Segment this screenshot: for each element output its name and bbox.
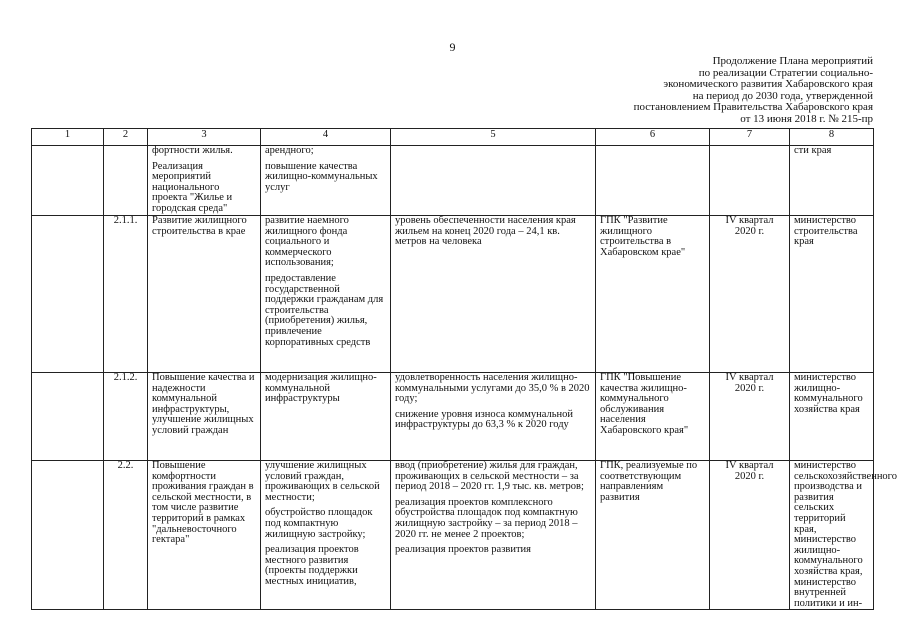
cell-result: [391, 146, 596, 216]
column-header: 6: [596, 129, 710, 146]
document-heading: [634, 56, 873, 125]
mechanism-paragraph: модернизация жилищно-коммунальной инфраструктуры: [265, 372, 377, 405]
cell-deadline: [710, 146, 790, 216]
mechanism-paragraph: улучшение жилищных условий граждан, проживающих в сельской местности;: [265, 460, 380, 503]
column-header: 8: [790, 129, 874, 146]
mechanism-paragraph: развитие наемного жилищного фонда социального и коммерческого использования;: [265, 215, 349, 269]
cell-program: ГПК "Развитие жилищного строительства в Хабаровском крае": [596, 216, 710, 373]
result-paragraph: реализация проектов комплексного обустройства площадок под компактную жилищную застройку – за период 2018 – 2020 гг. не менее 2 проектов;: [395, 496, 578, 540]
heading-line: на период до 2030 года, утвержденной: [692, 89, 873, 102]
cell-mechanism: [261, 373, 391, 461]
cell-program: ГПК "Повышение качества жилищно-коммунального обслуживания населения Хабаровского края": [596, 373, 710, 461]
cell-measure: [148, 461, 261, 610]
cell-mechanism: [261, 146, 391, 216]
measure-paragraph: Реализация мероприятий национального проекта "Жилье и городская среда": [152, 160, 233, 214]
cell-col1: [32, 373, 104, 461]
mechanism-paragraph: предоставление государственной поддержки гражданам для строительства (приобретения) жилья, привлечение корпоративных средств: [265, 272, 384, 348]
cell-measure: [148, 146, 261, 216]
cell-mechanism: [261, 216, 391, 373]
cell-program: [596, 146, 710, 216]
measure-paragraph: Повышение комфортности проживания граждан в сельской местности, в том числе развитие территорий в рамках "дальневосточного гектара": [152, 460, 254, 546]
cell-program: ГПК, реализуемые по соответствующим направлениям развития: [596, 461, 710, 610]
measures-table: [31, 128, 897, 610]
measure-paragraph: фортности жилья.: [152, 145, 233, 156]
column-header: 5: [391, 129, 596, 146]
result-paragraph: удовлетворенность населения жилищно-коммунальными услугами до 35,0 % в 2020 году;: [395, 372, 590, 405]
column-header: 7: [710, 129, 790, 146]
heading-line: постановлением Правительства Хабаровского края: [633, 101, 873, 113]
result-paragraph: снижение уровня износа коммунальной инфраструктуры до 63,3 % к 2020 году: [395, 408, 573, 431]
result-paragraph: ввод (приобретение) жилья для граждан, проживающих в сельской местности – за период 2018 – 2020 гг. 1,9 тыс. кв. метров;: [395, 460, 584, 493]
cell-number: 2.1.2.: [104, 373, 148, 461]
table-row: [32, 146, 874, 216]
measure-paragraph: Повышение качества и надежности коммунальной инфраструктуры, улучшение жилищных условий граждан: [152, 372, 255, 436]
heading-line: Продолжение Плана мероприятий: [712, 55, 873, 67]
mechanism-paragraph: реализация проектов местного развития (проекты поддержки местных инициатив,: [265, 544, 359, 587]
cell-executor: министерство жилищно-коммунального хозяйства края: [790, 373, 874, 461]
column-header: 2: [104, 129, 148, 146]
column-header: 4: [261, 129, 391, 146]
heading-line: экономического развития Хабаровского края: [663, 78, 873, 90]
heading-line: по реализации Стратегии социально-: [698, 66, 873, 79]
mechanism-paragraph: обустройство площадок под компактную жилищную застройку;: [265, 507, 373, 540]
cell-col1: [32, 461, 104, 610]
cell-number: 2.1.1.: [104, 216, 148, 373]
cell-mechanism: [261, 461, 391, 610]
cell-col1: [32, 216, 104, 373]
column-header: 3: [148, 129, 261, 146]
cell-number: 2.2.: [104, 461, 148, 610]
cell-measure: [148, 216, 261, 373]
cell-executor: министерство сельскохозяйственного производства и развития сельских территорий края, министерство жилищно-коммунального хозяйства края, министерство внутренней политики и ин-: [790, 461, 874, 610]
cell-deadline: IV квартал 2020 г.: [710, 373, 790, 461]
measure-paragraph: Развитие жилищного строительства в крае: [152, 215, 247, 237]
cell-executor: сти края: [790, 146, 874, 216]
cell-executor: министерство строительства края: [790, 216, 874, 373]
page-number: 9: [449, 40, 456, 54]
mechanism-paragraph: повышение качества жилищно-коммунальных услуг: [265, 160, 378, 193]
cell-measure: [148, 373, 261, 461]
result-paragraph: уровень обеспеченности населения края жильем на конец 2020 года – 24,1 кв. метров на человека: [395, 215, 576, 248]
heading-line: от 13 июня 2018 г. № 215-пр: [740, 112, 873, 125]
cell-result: [391, 373, 596, 461]
cell-col1: [32, 146, 104, 216]
table-header-row: [32, 129, 874, 146]
cell-deadline: IV квартал 2020 г.: [710, 461, 790, 610]
cell-result: [391, 216, 596, 373]
result-paragraph: реализация проектов развития: [395, 544, 531, 556]
table-row: [32, 461, 874, 610]
table-row: [32, 373, 874, 461]
column-header: 1: [32, 129, 104, 146]
cell-deadline: IV квартал 2020 г.: [710, 216, 790, 373]
cell-number: [104, 146, 148, 216]
mechanism-paragraph: арендного;: [265, 145, 314, 156]
table-row: [32, 216, 874, 373]
cell-result: [391, 461, 596, 610]
